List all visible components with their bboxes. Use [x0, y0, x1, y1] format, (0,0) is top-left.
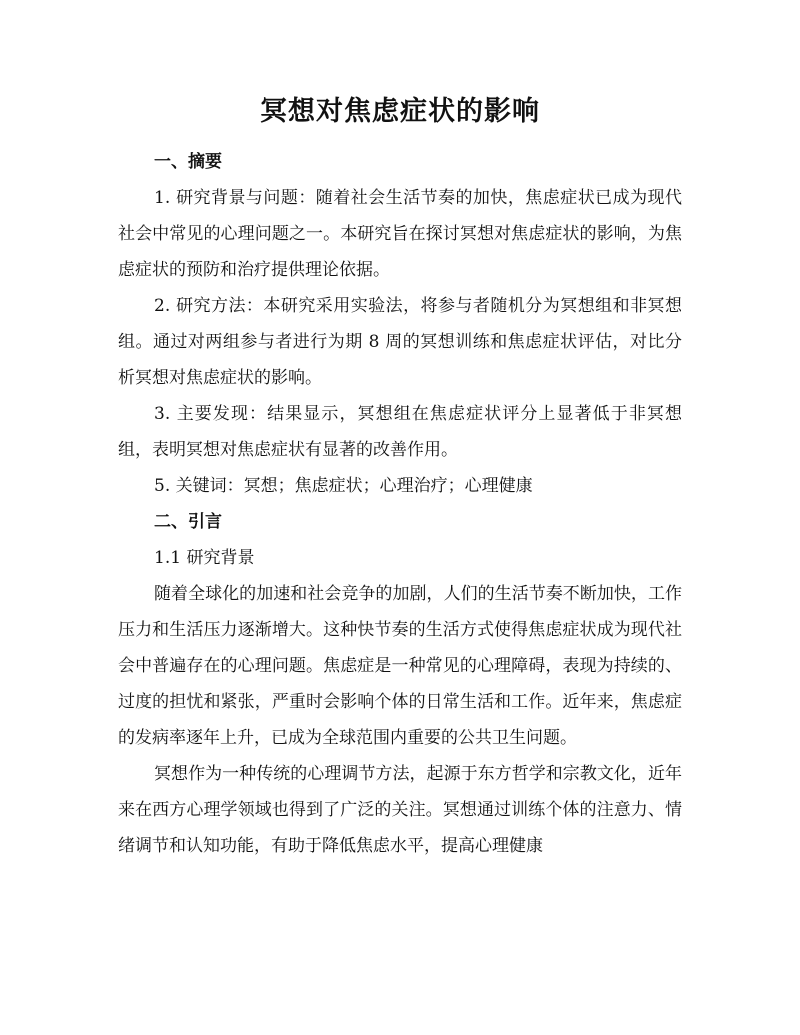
abstract-item: 1. 研究背景与问题：随着社会生活节奏的加快，焦虑症状已成为现代社会中常见的心理问题之一。本研究旨在探讨冥想对焦虑症状的影响，为焦虑症状的预防和治疗提供理论依据。 — [118, 188, 682, 280]
abstract-item: 3. 主要发现：结果显示，冥想组在焦虑症状评分上显著低于非冥想组，表明冥想对焦虑症状有显著的改善作用。 — [118, 404, 682, 460]
abstract-heading: 一、摘要 — [154, 152, 222, 172]
intro-paragraph: 随着全球化的加速和社会竞争的加剧，人们的生活节奏不断加快，工作压力和生活压力逐渐增大。这种快节奏的生活方式使得焦虑症状成为现代社会中普遍存在的心理问题。焦虑症是一种常见的心理障碍，表现为持续的、过度的担忧和紧张，严重时会影响个体的日常生活和工作。近年来，焦虑症的发病率逐年上升，已成为全球范围内重要的公共卫生问题。 — [118, 584, 682, 748]
intro-subheading: 1.1 研究背景 — [154, 548, 255, 568]
abstract-item: 2. 研究方法：本研究采用实验法，将参与者随机分为冥想组和非冥想组。通过对两组参与者进行为期 8 周的冥想训练和焦虑症状评估，对比分析冥想对焦虑症状的影响。 — [118, 296, 682, 388]
intro-paragraph: 冥想作为一种传统的心理调节方法，起源于东方哲学和宗教文化，近年来在西方心理学领域也得到了广泛的关注。冥想通过训练个体的注意力、情绪调节和认知功能，有助于降低焦虑水平，提高心理健康 — [118, 764, 682, 856]
abstract-keywords: 5. 关键词：冥想；焦虑症状；心理治疗；心理健康 — [154, 476, 533, 496]
intro-heading: 二、引言 — [154, 512, 222, 532]
document-title: 冥想对焦虑症状的影响 — [260, 96, 540, 127]
